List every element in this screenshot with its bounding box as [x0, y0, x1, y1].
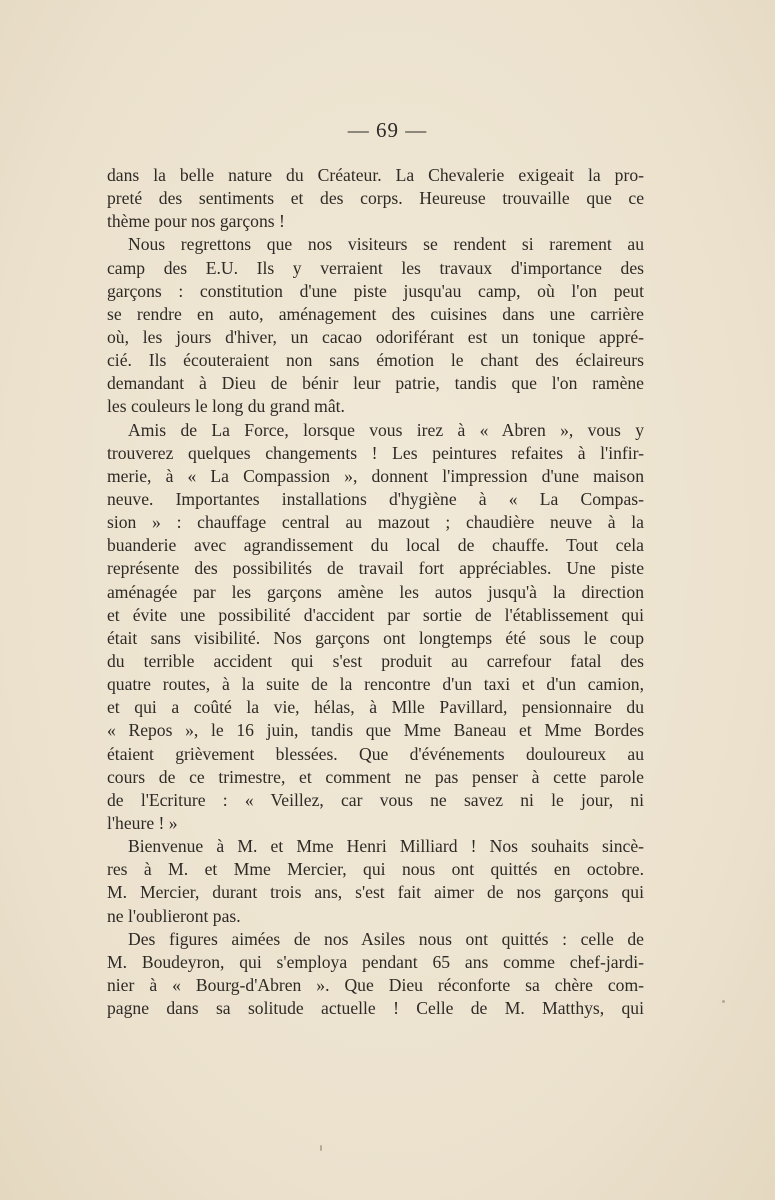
text-line: l'heure ! »	[107, 812, 178, 833]
text-line: M. Boudeyron, qui s'employa pendant 65 ans comme chef-jardi-	[107, 951, 644, 972]
text-line: cié. Ils écouteraient non sans émotion le chant des éclaireurs	[107, 350, 644, 371]
text-line: dans la belle nature du Créateur. La Chevalerie exigeait la pro-	[107, 165, 644, 185]
text-line: où, les jours d'hiver, un cacao odoriférant est un tonique appré-	[107, 326, 644, 347]
text-line: trouverez quelques changements ! Les peintures refaites à l'infir-	[107, 442, 644, 463]
text-line: se rendre en auto, aménagement des cuisines dans une carrière	[107, 303, 644, 324]
page-number: — 69 —	[347, 118, 428, 142]
text-line: Bienvenue à M. et Mme Henri Milliard ! Nos souhaits sincè-	[128, 836, 644, 857]
paper-speck	[320, 1145, 322, 1151]
text-line: les couleurs le long du grand mât.	[107, 396, 345, 417]
text-line: camp des E.U. Ils y verraient les travaux d'importance des	[107, 257, 644, 278]
text-line: était sans visibilité. Nos garçons ont longtemps été sous le coup	[107, 627, 644, 648]
text-line: et qui a coûté la vie, hélas, à Mlle Pavillard, pensionnaire du	[107, 697, 644, 718]
text-line: merie, à « La Compassion », donnent l'impression d'une maison	[107, 465, 644, 486]
text-line: preté des sentiments et des corps. Heureuse trouvaille que ce	[107, 188, 644, 209]
text-line: ne l'oublieront pas.	[107, 905, 241, 926]
text-line: Amis de La Force, lorsque vous irez à « Abren », vous y	[128, 419, 644, 440]
text-line: étaient grièvement blessées. Que d'événements douloureux au	[107, 743, 644, 764]
text-line: garçons : constitution d'une piste jusqu'au camp, où l'on peut	[107, 280, 644, 301]
text-line: M. Mercier, durant trois ans, s'est fait aimer de nos garçons qui	[107, 882, 644, 903]
text-line: sion » : chauffage central au mazout ; chaudière neuve à la	[107, 512, 644, 533]
text-line: pagne dans sa solitude actuelle ! Celle de M. Matthys, qui	[107, 998, 644, 1019]
paper-speck	[722, 1000, 725, 1003]
text-line: neuve. Importantes installations d'hygiène à « La Compas-	[107, 488, 644, 509]
text-line: Nous regrettons que nos visiteurs se rendent si rarement au	[128, 234, 644, 255]
text-line: cours de ce trimestre, et comment ne pas penser à cette parole	[107, 766, 644, 787]
text-line: nier à « Bourg-d'Abren ». Que Dieu réconforte sa chère com-	[107, 974, 644, 995]
text-line: buanderie avec agrandissement du local de chauffe. Tout cela	[107, 535, 644, 556]
text-line: thème pour nos garçons !	[107, 211, 285, 232]
text-line: demandant à Dieu de bénir leur patrie, tandis que l'on ramène	[107, 373, 644, 394]
text-line: aménagée par les garçons amène les autos jusqu'à la direction	[107, 581, 644, 602]
body-text	[107, 164, 644, 1020]
text-line: de l'Ecriture : « Veillez, car vous ne savez ni le jour, ni	[107, 789, 644, 810]
text-line: et évite une possibilité d'accident par sortie de l'établissement qui	[107, 604, 644, 625]
text-line: quatre routes, à la suite de la rencontre d'un taxi et d'un camion,	[107, 674, 644, 695]
text-line: représente des possibilités de travail fort appréciables. Une piste	[107, 558, 644, 579]
text-line: Des figures aimées de nos Asiles nous ont quittés : celle de	[128, 928, 644, 949]
text-line: res à M. et Mme Mercier, qui nous ont quittés en octobre.	[107, 859, 644, 880]
text-line: « Repos », le 16 juin, tandis que Mme Baneau et Mme Bordes	[107, 720, 644, 741]
text-line: du terrible accident qui s'est produit au carrefour fatal des	[107, 650, 644, 671]
